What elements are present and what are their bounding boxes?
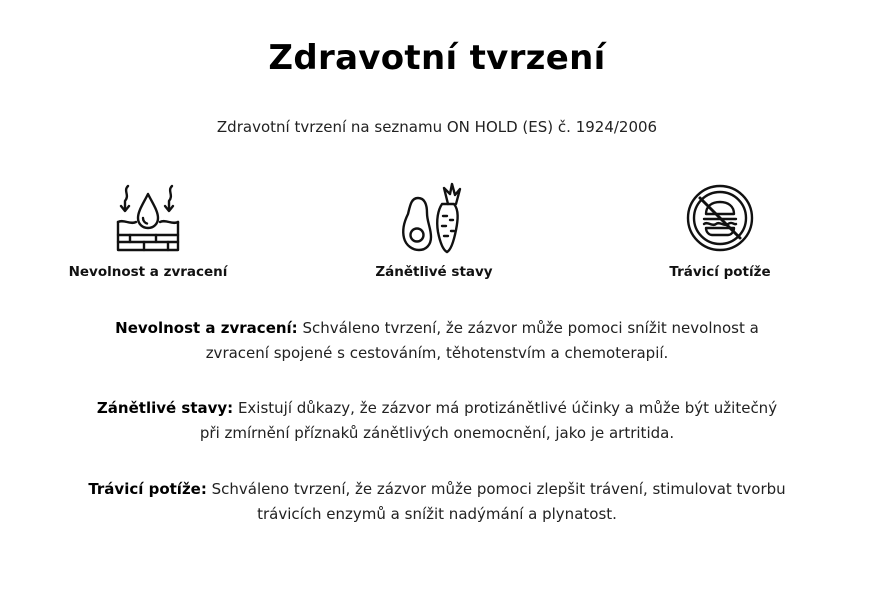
feature-label: Nevolnost a zvracení bbox=[68, 264, 228, 280]
feature-nausea bbox=[28, 180, 268, 280]
feature-digestion bbox=[600, 180, 840, 280]
feature-label: Trávicí potíže bbox=[669, 264, 771, 280]
page-subtitle: Zdravotní tvrzení na seznamu ON HOLD (ES) č. 1924/2006 bbox=[216, 118, 658, 136]
description-digestion bbox=[87, 477, 787, 527]
feature-label: Zánětlivé stavy bbox=[375, 264, 493, 280]
description-heading: Zánětlivé stavy: bbox=[96, 399, 234, 417]
description-heading: Nevolnost a zvracení: bbox=[115, 319, 298, 337]
avocado-carrot-icon bbox=[396, 180, 472, 256]
droplet-arrows-icon bbox=[110, 180, 186, 256]
description-inflammation bbox=[87, 396, 787, 446]
page-title: Zdravotní tvrzení bbox=[268, 38, 606, 78]
no-burger-icon bbox=[682, 180, 758, 256]
description-heading: Trávicí potíže: bbox=[88, 480, 207, 498]
description-text: Schváleno tvrzení, že zázvor může pomoci snížit nevolnost a zvracení spojené s cestováním, těhotenstvím a chemoterapií. bbox=[205, 319, 759, 362]
description-text: Existují důkazy, že zázvor má protizánětlivé účinky a může být užitečný při zmírnění příznaků zánětlivých onemocnění, jako je artritida. bbox=[199, 399, 778, 442]
description-text: Schváleno tvrzení, že zázvor může pomoci zlepšit trávení, stimulovat tvorbu trávicích enzymů a snížit nadýmání a plynatost. bbox=[206, 480, 786, 523]
feature-inflammation bbox=[314, 180, 554, 280]
description-nausea bbox=[87, 316, 787, 366]
